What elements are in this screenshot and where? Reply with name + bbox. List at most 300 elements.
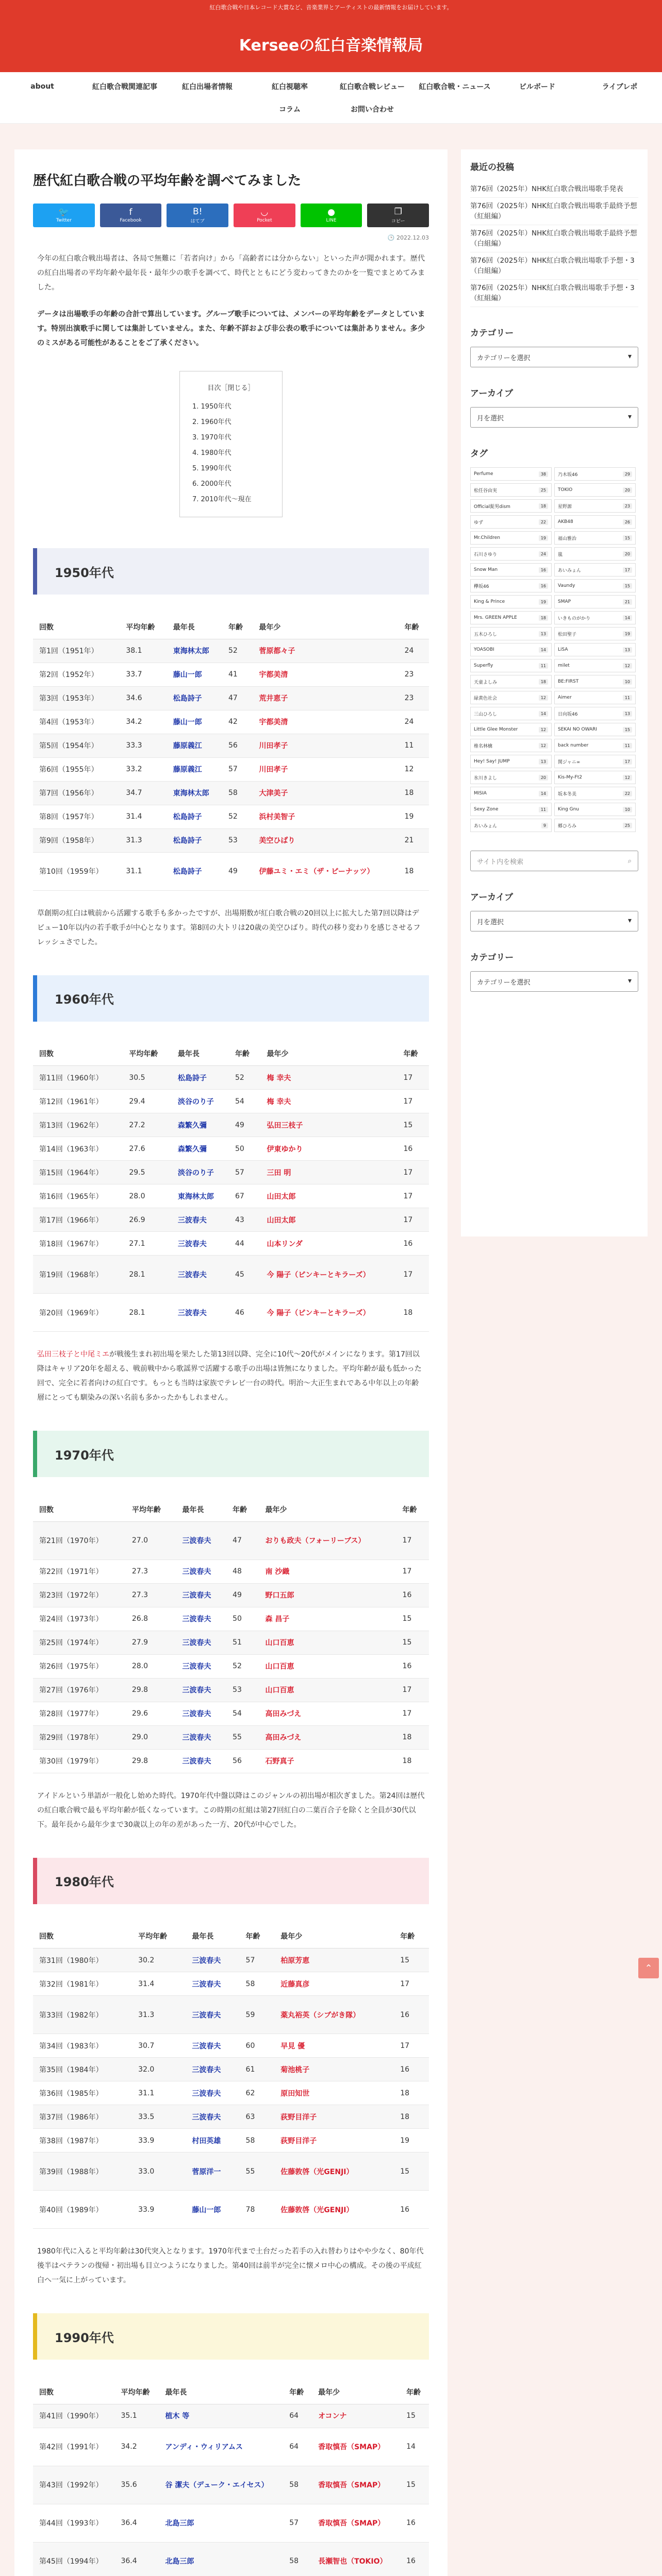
tag-link[interactable] [554, 483, 636, 497]
archive-widget-2 [470, 890, 638, 931]
table-cell: 35.1 [114, 2404, 159, 2428]
share-label: はてブ [190, 218, 205, 224]
tag-link[interactable] [554, 723, 636, 736]
column-header: 年齢 [222, 615, 253, 639]
tag-label: Aimer [558, 695, 572, 700]
tag-label: AKB48 [558, 519, 573, 524]
column-header: 平均年齢 [132, 1925, 186, 1948]
top-announcement-bar [0, 0, 662, 15]
table-cell: 弘田三枝子 [260, 1113, 397, 1137]
tag-label: Little Glee Monster [474, 727, 518, 732]
table-cell: 藤原義江 [167, 734, 222, 757]
table-cell: 54 [226, 1702, 259, 1725]
tag-link[interactable] [554, 803, 636, 816]
toc-item[interactable]: 4. 1980年代 [192, 449, 231, 457]
article-main [14, 149, 448, 2576]
table-cell: 16 [394, 1996, 429, 2034]
nav-item[interactable]: 紅白視聴率 [272, 82, 308, 91]
tag-count: 20 [623, 487, 632, 493]
table-cell: 18 [394, 2081, 429, 2105]
table-cell: 第4回（1953年） [33, 710, 120, 734]
toc-item[interactable]: 2. 1960年代 [192, 418, 231, 426]
tag-link[interactable] [554, 787, 636, 800]
tag-link[interactable] [470, 755, 552, 768]
table-row [33, 1583, 429, 1607]
table-row [33, 828, 429, 852]
tag-link[interactable] [470, 611, 552, 624]
highlight-text: 弘田三枝子と中尾ミエ [37, 1350, 109, 1359]
nav-item[interactable]: about [30, 82, 54, 91]
tag-count: 20 [539, 775, 548, 781]
tag-count: 13 [623, 711, 632, 717]
tag-link[interactable] [554, 611, 636, 624]
column-header: 年齢 [229, 1042, 260, 1066]
table-cell: 佐藤敦啓（光GENJI） [274, 2153, 394, 2191]
table-cell: 28.0 [126, 1654, 176, 1678]
copy-link-button[interactable] [367, 204, 429, 227]
table-cell: 32.0 [132, 2058, 186, 2081]
archive-title-2: アーカイブ [470, 892, 514, 903]
tag-link[interactable] [554, 563, 636, 577]
table-cell: 松島詩子 [167, 828, 222, 852]
recent-post-link[interactable]: 第76回（2025年）NHK紅白歌合戦出場歌手発表 [470, 181, 638, 198]
tag-count: 12 [623, 775, 632, 781]
site-title-link[interactable]: Kerseeの紅白音楽情報局 [239, 37, 423, 55]
table-cell: 27.0 [126, 1521, 176, 1560]
intro-paragraph-2: データは出場歌手の年齢の合計で算出しています。グループ歌手については、メンバーの平均年齢をデータとしています。特別出演歌手に関しては集計していません。また、年齢不詳および非公表の歌手については集計ありません。多少のミスがある可能性があることをご了承ください。 [37, 310, 425, 347]
table-cell: 17 [398, 1066, 429, 1090]
table-cell: 16 [400, 2504, 429, 2542]
tag-label: SMAP [558, 599, 571, 604]
table-row [33, 1161, 429, 1184]
tag-label: いきものがかり [558, 616, 591, 621]
table-cell: 47 [222, 686, 253, 710]
table-cell: 17 [396, 1521, 429, 1560]
tag-label: Official髭男dism [474, 504, 510, 510]
tag-label: 石川さゆり [474, 552, 498, 557]
table-cell: 藤山一郎 [167, 663, 222, 686]
tag-link[interactable] [470, 547, 552, 561]
table-cell: 三波春夫 [186, 1996, 239, 2034]
table-cell: 34.6 [120, 686, 167, 710]
commentary-text: 1980年代に入ると平均年齢は30代突入となります。1970年代まで土台だった若手の入れ替わりはやや少なく、80年代後半はベテランの復帰・初出場も目立つようになりました。第40回は前半が完全に懐メロ中心の構成。その後の平成紅白へ一気に上がっています。 [37, 2247, 424, 2284]
table-cell: 三波春夫 [176, 1631, 226, 1654]
tag-link[interactable] [554, 659, 636, 672]
nav-item[interactable]: ライブレポ [602, 82, 638, 91]
toc-item[interactable]: 1. 1950年代 [192, 403, 231, 411]
tag-link[interactable] [554, 739, 636, 752]
tag-link[interactable] [470, 707, 552, 720]
table-cell: おりも政夫（フォーリーブス） [259, 1521, 396, 1560]
table-cell: 15 [400, 2466, 429, 2504]
table-cell: 東海林太郎 [167, 639, 222, 663]
tag-label: 郷ひろみ [558, 823, 577, 829]
section-heading: 1990年代 [33, 2313, 429, 2360]
table-cell: 31.1 [132, 2081, 186, 2105]
tag-link[interactable] [470, 595, 552, 608]
archive-select[interactable]: 月を選択 ▾ [470, 407, 638, 428]
table-row [33, 852, 429, 890]
tag-count: 11 [623, 695, 632, 701]
table-cell: 17 [396, 1702, 429, 1725]
table-cell: 第24回（1973年） [33, 1607, 126, 1631]
table-cell: 55 [226, 1725, 259, 1749]
table-cell: 15 [396, 1631, 429, 1654]
tag-link[interactable] [554, 579, 636, 592]
table-cell: 山口百恵 [259, 1631, 396, 1654]
column-header: 回数 [33, 2380, 114, 2404]
table-cell: 第7回（1956年） [33, 781, 120, 805]
table-cell: 梅 幸夫 [260, 1090, 397, 1113]
tag-count: 10 [623, 807, 632, 812]
table-row [33, 2105, 429, 2129]
tag-link[interactable] [470, 819, 552, 832]
table-cell: 第1回（1951年） [33, 639, 120, 663]
toc-item[interactable]: 7. 2010年代〜現在 [192, 496, 252, 503]
section-commentary [37, 1347, 425, 1405]
tag-label: 松任谷由実 [474, 488, 498, 494]
table-cell: 第11回（1960年） [33, 1066, 123, 1090]
tag-label: 三山ひろし [474, 711, 498, 717]
column-header: 最年長 [159, 2380, 283, 2404]
nav-item[interactable]: コラム [279, 105, 301, 114]
table-cell: 14 [400, 2428, 429, 2466]
table-cell: 78 [240, 2191, 275, 2229]
table-cell: 36.4 [114, 2504, 159, 2542]
tag-link[interactable] [554, 467, 636, 481]
table-cell: 第29回（1978年） [33, 1725, 126, 1749]
table-cell: 山田太郎 [260, 1184, 397, 1208]
tag-count: 16 [539, 567, 548, 573]
table-cell: 24 [399, 639, 429, 663]
tag-link[interactable] [470, 659, 552, 672]
search-icon[interactable]: ⌕ [627, 857, 632, 865]
table-cell: 49 [229, 1113, 260, 1137]
nav-item[interactable]: ビルボード [519, 82, 555, 91]
commentary-text: 草創期の紅白は戦前から活躍する歌手も多かったですが、出場期数が紅白歌合戦の20回以上に拡大した第7回以降はデビュー10年以内の若手歌手が中心となります。第8回の大トリは20歳の美空ひばり。時代の移り変わりを感じさせるフレッシュさでした。 [37, 909, 421, 946]
table-cell: 谷 潔夫（デューク・エイセス） [159, 2466, 283, 2504]
table-cell: 藤山一郎 [186, 2191, 239, 2229]
table-cell: 29.0 [126, 1725, 176, 1749]
table-row [33, 781, 429, 805]
table-cell: 11 [399, 734, 429, 757]
table-cell: 村田英雄 [186, 2129, 239, 2153]
table-cell: 31.1 [120, 852, 167, 890]
tag-link[interactable] [470, 499, 552, 513]
share-twitter-button[interactable] [33, 204, 95, 227]
tag-label: milet [558, 663, 570, 668]
nav-row-secondary [0, 98, 662, 121]
line-icon: ● [327, 207, 335, 217]
table-cell: 香取慎吾（SMAP） [312, 2504, 400, 2542]
table-cell: 43 [229, 1208, 260, 1232]
table-cell: 三波春夫 [186, 2058, 239, 2081]
table-cell: 26.9 [123, 1208, 172, 1232]
back-to-top-button[interactable] [638, 1958, 659, 1978]
tag-link[interactable] [470, 739, 552, 752]
share-line-button[interactable] [301, 204, 362, 227]
table-cell: 53 [226, 1678, 259, 1702]
table-cell: 12 [399, 757, 429, 781]
tag-label: back number [558, 743, 589, 748]
tag-link[interactable] [470, 691, 552, 704]
search-widget [470, 851, 638, 871]
table-cell: 64 [283, 2428, 312, 2466]
table-cell: 18 [399, 781, 429, 805]
tag-count: 24 [539, 551, 548, 557]
table-cell: 第44回（1993年） [33, 2504, 114, 2542]
tag-link[interactable] [470, 643, 552, 656]
nav-item[interactable]: 紅白歌合戦レビュー [340, 82, 405, 91]
table-cell: 49 [226, 1583, 259, 1607]
table-row [33, 1113, 429, 1137]
decade-sections [33, 548, 429, 2576]
table-cell: 第13回（1962年） [33, 1113, 123, 1137]
tag-link[interactable] [470, 723, 552, 736]
tag-label: Perfume [474, 471, 493, 477]
table-cell: 59 [240, 1996, 275, 2034]
table-cell: 27.9 [126, 1631, 176, 1654]
table-cell: 松島詩子 [167, 852, 222, 890]
toc-title[interactable]: 目次［閉じる］ [207, 384, 255, 392]
table-cell: 24 [399, 710, 429, 734]
tag-count: 22 [539, 519, 548, 525]
recent-post-link[interactable]: 第76回（2025年）NHK紅白歌合戦出場歌手最終予想（白組編） [470, 225, 638, 252]
tag-count: 15 [623, 535, 632, 541]
table-cell: 60 [240, 2034, 275, 2058]
tag-link[interactable] [470, 531, 552, 545]
average-age-table [33, 1925, 429, 2229]
tag-label: 氷川きよし [474, 775, 498, 781]
table-cell: 27.2 [123, 1113, 172, 1137]
table-cell: 45 [229, 1256, 260, 1294]
table-cell: 山口百恵 [259, 1654, 396, 1678]
tag-count: 20 [623, 551, 632, 557]
table-cell: 北島三郎 [159, 2542, 283, 2576]
commentary-text: アイドルという単語が一般化し始めた時代。1970年代中盤以降はこのジャンルの初出場が相次ぎました。第24回は歴代の紅白歌合戦で最も平均年齢が低くなっています。この時期の紅組は第27回紅白の二葉百合子を除くと全員が30代以下。最年長から最年少まで30歳以上の年の差があった一方、20代が中心でした。 [37, 1791, 425, 1829]
table-row [33, 2542, 429, 2576]
table-cell: 57 [222, 757, 253, 781]
table-cell: 第3回（1953年） [33, 686, 120, 710]
nav-item[interactable]: 紅白歌合戦・ニュース [419, 82, 491, 91]
tag-link[interactable] [554, 819, 636, 832]
column-header: 回数 [33, 615, 120, 639]
table-cell: 15 [400, 2404, 429, 2428]
toc-item[interactable]: 5. 1990年代 [192, 465, 231, 472]
tag-link[interactable] [554, 755, 636, 768]
tag-link[interactable] [554, 643, 636, 656]
recent-post-link[interactable]: 第76回（2025年）NHK紅白歌合戦出場歌手予想・3（白組編） [470, 252, 638, 280]
column-header: 平均年齢 [114, 2380, 159, 2404]
table-row [33, 1725, 429, 1749]
tag-link[interactable] [470, 467, 552, 481]
table-cell: 淡谷のり子 [172, 1090, 229, 1113]
table-cell: 27.3 [126, 1583, 176, 1607]
table-cell: 61 [240, 2058, 275, 2081]
table-cell: 42 [222, 710, 253, 734]
table-cell: 三波春夫 [176, 1702, 226, 1725]
column-header: 年齢 [394, 1925, 429, 1948]
tag-link[interactable] [470, 787, 552, 800]
table-cell: 15 [394, 2153, 429, 2191]
tag-label: ゆず [474, 520, 484, 526]
table-cell: 三波春夫 [172, 1232, 229, 1256]
table-cell: 第32回（1981年） [33, 1972, 132, 1996]
commentary-text: が戦後生まれ初出場を果たした第13回以降、完全に10代〜20代がメインになります。第17回以降はキャリア20年を超える、戦前戦中から歌謡界で活躍する歌手の出場は皆無になりました。平均年齢が最も低かった回で、完全に若者向けの紅白です。もっとも当時は家族でテレビ一台の時代。明治〜大正生まれである中年以上の年齢層にとっても馴染みの深い名前も多かったかもしれません。 [37, 1350, 422, 1402]
share-label: Facebook [120, 218, 142, 223]
table-cell: 三波春夫 [186, 1972, 239, 1996]
tag-label: 関ジャニ∞ [558, 759, 581, 765]
table-cell: 東海林太郎 [172, 1184, 229, 1208]
intro-paragraph-1: 今年の紅白歌合戦出場者は、各局で無難に「若者向け」から「高齢者には分からない」といった声が聞かれます。歴代の紅白出場者の平均年齢や最年長・最年少の歌手を調べて、時代とともにどう変わってきたのかを一覧でまとめてみました。 [37, 255, 425, 292]
column-header: 年齢 [400, 2380, 429, 2404]
tag-link[interactable] [470, 515, 552, 529]
table-cell: 31.4 [132, 1972, 186, 1996]
tag-link[interactable] [554, 595, 636, 608]
tag-count: 18 [539, 615, 548, 621]
tag-label: 坂本冬美 [558, 791, 577, 797]
table-cell: 17 [396, 1678, 429, 1702]
section-heading: 1950年代 [33, 548, 429, 595]
global-nav [0, 72, 662, 124]
tag-label: 欅坂46 [474, 584, 489, 589]
tag-link[interactable] [470, 771, 552, 784]
toc-item[interactable]: 6. 2000年代 [192, 480, 231, 488]
recent-posts-widget [470, 160, 638, 307]
table-cell: 第9回（1958年） [33, 828, 120, 852]
section-commentary [37, 1789, 425, 1832]
table-row [33, 1066, 429, 1090]
recent-posts-list [470, 181, 638, 307]
table-cell: 第25回（1974年） [33, 1631, 126, 1654]
tag-count: 13 [539, 759, 548, 765]
category-select[interactable]: カテゴリーを選択 ▾ [470, 347, 638, 367]
tag-link[interactable] [470, 627, 552, 640]
table-cell: 58 [240, 2129, 275, 2153]
table-cell: 54 [229, 1090, 260, 1113]
recent-post-link[interactable]: 第76回（2025年）NHK紅白歌合戦出場歌手最終予想（紅組編） [470, 198, 638, 225]
tag-link[interactable] [470, 563, 552, 577]
table-cell: 33.0 [132, 2153, 186, 2191]
chevron-up-icon: ⌃ [644, 1962, 653, 1974]
tag-link[interactable] [554, 499, 636, 513]
table-cell: 梅 幸夫 [260, 1066, 397, 1090]
toc-item[interactable]: 3. 1970年代 [192, 434, 231, 442]
tag-count: 10 [623, 679, 632, 685]
table-cell: 29.4 [123, 1090, 172, 1113]
tag-count: 13 [539, 631, 548, 637]
tag-link[interactable] [470, 579, 552, 592]
share-facebook-button[interactable] [100, 204, 162, 227]
table-cell: オコンナ [312, 2404, 400, 2428]
table-cell: 27.1 [123, 1232, 172, 1256]
tag-label: 嵐 [558, 552, 563, 557]
tag-link[interactable] [554, 675, 636, 688]
table-cell: 58 [283, 2466, 312, 2504]
tag-link[interactable] [554, 691, 636, 704]
tag-label: 松田聖子 [558, 632, 577, 637]
average-age-table [33, 1042, 429, 1332]
table-cell: 高田みづえ [259, 1702, 396, 1725]
table-cell: 第31回（1980年） [33, 1948, 132, 1972]
column-header: 平均年齢 [120, 615, 167, 639]
tag-label: King & Prince [474, 599, 505, 604]
table-cell: 松島詩子 [167, 805, 222, 828]
table-cell: 57 [283, 2504, 312, 2542]
tag-count: 14 [539, 711, 548, 717]
table-cell: 30.2 [132, 1948, 186, 1972]
table-cell: 16 [398, 1137, 429, 1161]
table-cell: 62 [240, 2081, 275, 2105]
site-search-input[interactable] [470, 851, 638, 871]
table-cell: 第36回（1985年） [33, 2081, 132, 2105]
share-buttons [33, 204, 429, 227]
table-cell: 第8回（1957年） [33, 805, 120, 828]
section-heading: 1960年代 [33, 975, 429, 1022]
archive-title: アーカイブ [470, 388, 514, 399]
nav-item[interactable]: お問い合わせ [351, 105, 394, 114]
table-cell: 植木 等 [159, 2404, 283, 2428]
recent-posts-title: 最近の投稿 [470, 162, 514, 173]
table-row [33, 1607, 429, 1631]
table-cell: 第19回（1968年） [33, 1256, 123, 1294]
tag-link[interactable] [554, 515, 636, 529]
table-cell: 52 [229, 1066, 260, 1090]
table-row [33, 2153, 429, 2191]
tag-link[interactable] [554, 547, 636, 561]
tag-link[interactable] [470, 675, 552, 688]
table-cell: 第42回（1991年） [33, 2428, 114, 2466]
category-select-2[interactable]: カテゴリーを選択 ▾ [470, 971, 638, 992]
tag-link[interactable] [554, 531, 636, 545]
tag-link[interactable] [554, 771, 636, 784]
tag-link[interactable] [470, 803, 552, 816]
category-widget [470, 326, 638, 367]
recent-post-link[interactable]: 第76回（2025年）NHK紅白歌合戦出場歌手予想・3（紅組編） [470, 280, 638, 307]
tag-label: Sexy Zone [474, 807, 499, 812]
table-cell: 浜村美智子 [253, 805, 398, 828]
average-age-table [33, 2380, 429, 2576]
table-cell: 41 [222, 663, 253, 686]
table-cell: 菊池桃子 [274, 2058, 394, 2081]
tag-link[interactable] [470, 483, 552, 497]
table-cell: 33.9 [132, 2191, 186, 2229]
table-row [33, 2034, 429, 2058]
table-cell: 34.7 [120, 781, 167, 805]
table-cell: 第27回（1976年） [33, 1678, 126, 1702]
table-cell: 16 [396, 1583, 429, 1607]
tag-link[interactable] [554, 627, 636, 640]
table-row [33, 686, 429, 710]
table-cell: 57 [229, 1161, 260, 1184]
table-cell: 長瀬智也（TOKIO） [312, 2542, 400, 2576]
table-header-row [33, 1925, 429, 1948]
nav-item[interactable]: 紅白歌合戦関連記事 [92, 82, 157, 91]
table-cell: 森 昌子 [259, 1607, 396, 1631]
table-cell: 第12回（1961年） [33, 1090, 123, 1113]
tag-link[interactable] [554, 707, 636, 720]
category-widget-2 [470, 950, 638, 992]
archive-select-2[interactable]: 月を選択 ▾ [470, 911, 638, 931]
column-header: 年齢 [398, 1042, 429, 1066]
nav-item[interactable]: 紅白出場者情報 [182, 82, 233, 91]
table-cell: 東海林太郎 [167, 781, 222, 805]
share-pocket-button[interactable] [234, 204, 295, 227]
table-row [33, 1996, 429, 2034]
table-cell: 三波春夫 [176, 1607, 226, 1631]
table-cell: 石野真子 [259, 1749, 396, 1773]
share-hatena-button[interactable] [167, 204, 228, 227]
